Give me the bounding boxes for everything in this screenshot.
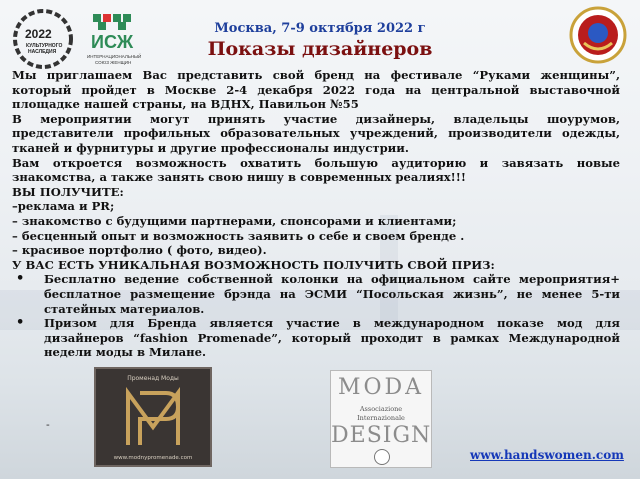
benefits-heading: ВЫ ПОЛУЧИТЕ: [12, 184, 124, 199]
stray-dash: - [46, 418, 50, 431]
design-word: DESIGN [331, 423, 432, 448]
moda-design-logo [330, 370, 432, 468]
moda-emblem-icon [374, 449, 390, 465]
intro-paragraph: Мы приглашаем Вас представить свой бренд на фестивале “Руками женщины”, который пройдет в Москве 2-4 декабря 2022 года на центральной выставочной площадке нашей страны, на ВДНХ, Павильон №55 [12, 68, 620, 112]
promenade-monogram-icon [118, 387, 188, 449]
svg-text:ИНТЕРНАЦИОНАЛЬНЫЙ: ИНТЕРНАЦИОНАЛЬНЫЙ [87, 54, 142, 59]
prize-list [12, 272, 620, 360]
svg-text:ИСЖ: ИСЖ [91, 32, 134, 52]
fashion-promenade-logo [94, 367, 212, 467]
main-text [12, 68, 620, 360]
benefit-item: – красивое портфолио ( фото, видео). [12, 243, 267, 258]
benefit-item: –реклама и PR; [12, 199, 115, 214]
website-link[interactable]: www.handswomen.com [470, 448, 624, 462]
svg-text:КУЛЬТУРНОГО: КУЛЬТУРНОГО [26, 43, 63, 49]
opportunity-paragraph: Вам откроется возможность охватить большую аудиторию и завязать новые знакомства, а также занять свою нишу в современных реалиях!!! [12, 155, 620, 185]
event-date-line: Москва, 7-9 октября 2022 г [214, 21, 426, 36]
promenade-url: www.modnypromenade.com [113, 455, 193, 461]
moda-word: MODA [337, 375, 425, 400]
benefit-item: – бесценный опыт и возможность заявить о себе и своем бренде . [12, 228, 465, 243]
svg-text:НАСЛЕДИЯ: НАСЛЕДИЯ [28, 49, 57, 55]
page-title: Показы дизайнеров [207, 38, 433, 60]
moda-subline-1: Associazione [359, 405, 403, 413]
svg-text:2022: 2022 [25, 27, 52, 41]
prize-item: • Призом для Бренда является участие в международном показе мод для дизайнеров “fashion Promenade”, который проходит в рамках Международной недели моды в Милане. [12, 316, 620, 360]
moda-subline-2: Internazionale [357, 414, 405, 422]
participants-paragraph: В мероприятии могут принять участие дизайнеры, владельцы шоурумов, представители профильных образовательных учреждений, производители одежды, тканей и фурнитуры и другие профессионалы индустрии. [12, 111, 620, 155]
prize-item: • Бесплатно ведение собственной колонки на официальном сайте мероприятия+ бесплатное размещение брэнда на ЭСМИ “Посольская жизнь”, не менее 5-ти статейных материалов. [12, 272, 620, 316]
svg-text:СОЮЗ ЖЕНЩИН: СОЮЗ ЖЕНЩИН [95, 60, 132, 65]
prize-heading: У ВАС ЕСТЬ УНИКАЛЬНАЯ ВОЗМОЖНОСТЬ ПОЛУЧИТЬ СВОЙ ПРИЗ: [12, 257, 495, 272]
benefit-item: – знакомство с будущими партнерами, спонсорами и клиентами; [12, 213, 457, 228]
promenade-caption: Променад Моды [127, 375, 179, 382]
